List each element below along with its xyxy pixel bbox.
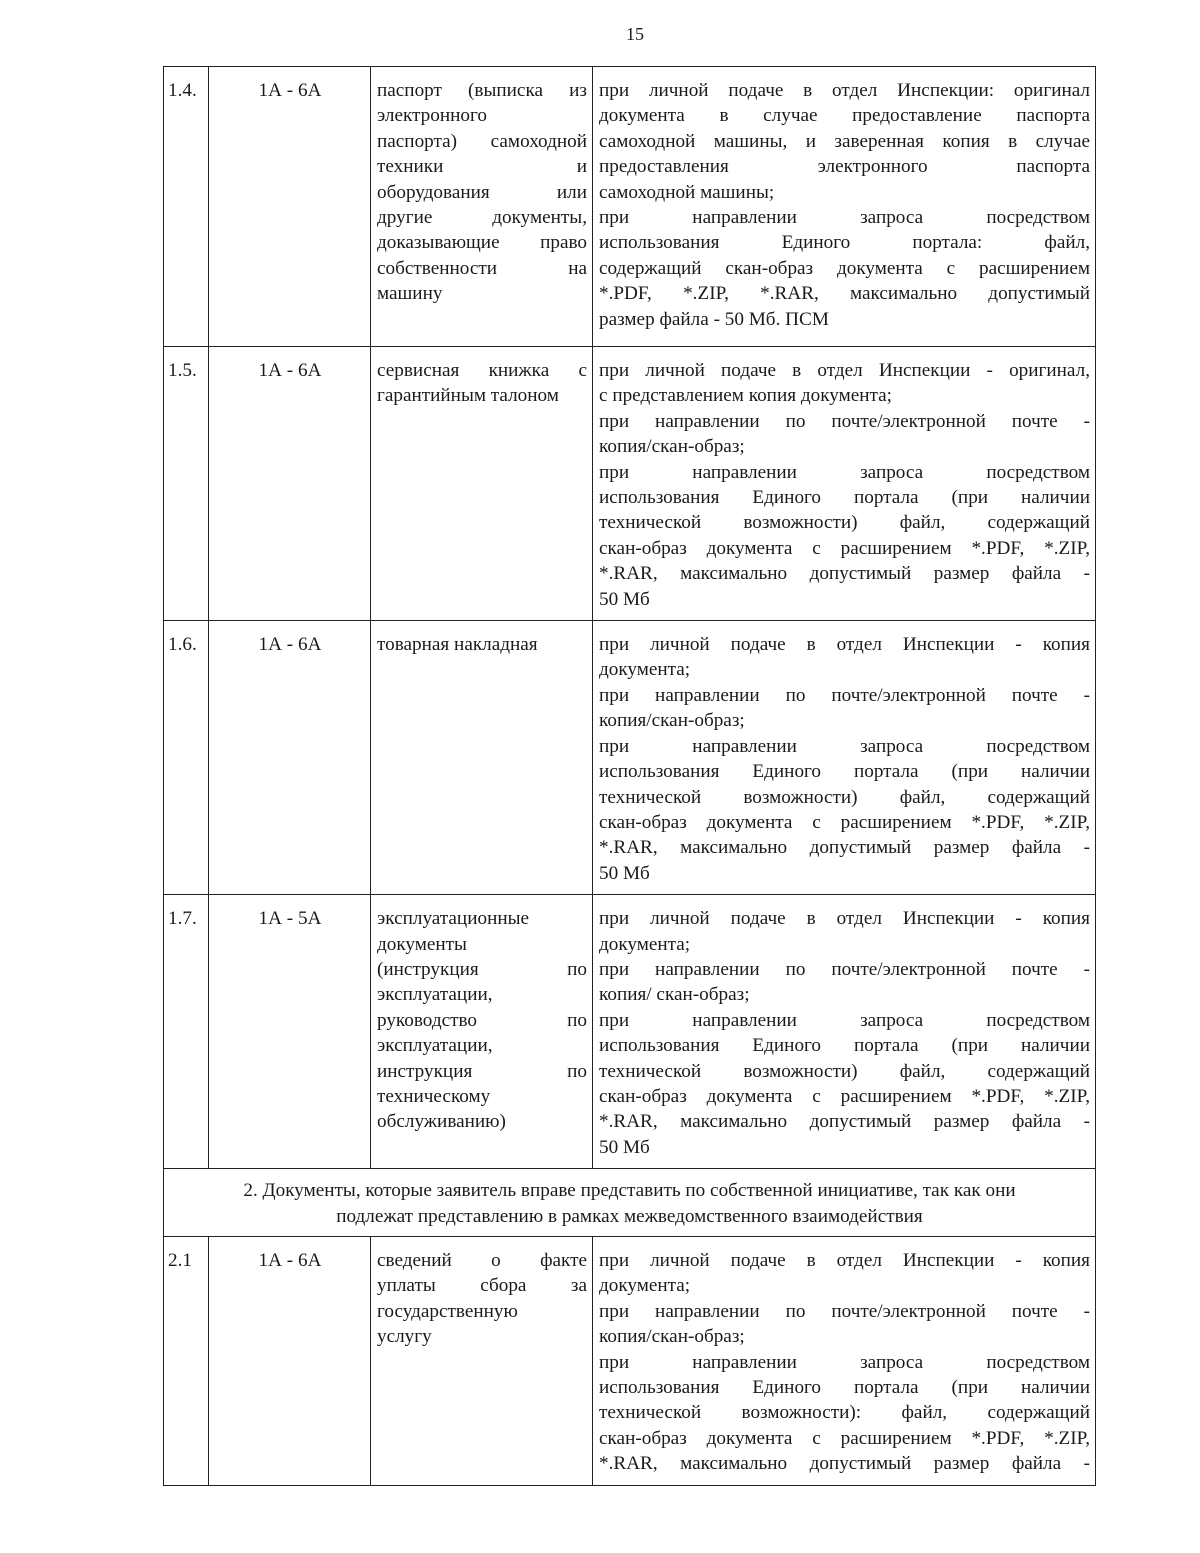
text-line: 50 Мб: [599, 1136, 650, 1158]
text-line: размер файла - 50 Мб. ПСМ: [599, 308, 829, 330]
document-name: [371, 347, 593, 621]
text-line: копия/скан-образ;: [599, 1326, 745, 1348]
text-line: паспорта) самоходной: [377, 130, 587, 152]
text-line: *.RAR, максимально допустимый размер файла -: [599, 1111, 1090, 1133]
text-line: 50 Мб: [599, 588, 650, 610]
text-line: скан-образ документа с расширением *.PDF, *.ZIP,: [599, 537, 1090, 559]
submission-method: [593, 67, 1096, 347]
text-line: машину: [377, 283, 443, 305]
text-line: при направлении запроса посредством: [599, 207, 1090, 229]
text-line: использования Единого портала (при наличии: [599, 487, 1090, 509]
text-line: при направлении запроса посредством: [599, 735, 1090, 757]
table-row: [164, 895, 1096, 1169]
text-line: собственности на: [377, 257, 587, 279]
text-line: *.RAR, максимально допустимый размер файла -: [599, 837, 1090, 859]
text-line: с представлением копия документа;: [599, 385, 892, 407]
text-line: скан-образ документа с расширением *.PDF, *.ZIP,: [599, 1085, 1090, 1107]
text-line: документа;: [599, 659, 691, 681]
row-number: 1.5.: [164, 347, 209, 621]
table-row: [164, 1237, 1096, 1486]
text-line: при личной подаче в отдел Инспекции - копия: [599, 634, 1090, 656]
text-line: *.PDF, *.ZIP, *.RAR, максимально допустимый: [599, 283, 1090, 305]
table-row: [164, 621, 1096, 895]
text-line: документа в случае предоставление паспорта: [599, 105, 1090, 127]
text-line: другие документы,: [377, 207, 587, 229]
text-line: копия/скан-образ;: [599, 710, 745, 732]
text-line: доказывающие право: [377, 232, 587, 254]
row-number: 1.6.: [164, 621, 209, 895]
text-line: при личной подаче в отдел Инспекции: оригинал: [599, 80, 1090, 101]
text-line: использования Единого портала (при наличии: [599, 1035, 1090, 1057]
text-line: документы: [377, 933, 467, 955]
text-line: эксплуатационные: [377, 908, 530, 930]
row-code: 1А - 6А: [209, 67, 371, 347]
text-line: обслуживанию): [377, 1111, 506, 1133]
text-line: техническому: [377, 1085, 491, 1107]
document-name: [371, 1237, 593, 1486]
text-line: уплаты сбора за: [377, 1275, 587, 1297]
text-line: скан-образ документа с расширением *.PDF, *.ZIP,: [599, 1427, 1090, 1449]
text-line: при личной подаче в отдел Инспекции - копия: [599, 908, 1090, 930]
table-row: [164, 347, 1096, 621]
table-row: [164, 67, 1096, 347]
text-line: документа;: [599, 1275, 691, 1297]
section-heading-line: 2. Документы, которые заявитель вправе представить по собственной инициативе, так как они: [243, 1180, 1016, 1202]
text-line: паспорт (выписка из: [377, 80, 587, 101]
row-number: 1.4.: [164, 67, 209, 347]
text-line: при направлении запроса посредством: [599, 1009, 1090, 1031]
text-line: электронного: [377, 105, 487, 127]
text-line: при направлении по почте/электронной почте -: [599, 958, 1090, 980]
submission-method: [593, 1237, 1096, 1486]
text-line: государственную: [377, 1300, 518, 1322]
row-code: 1А - 6А: [209, 1237, 371, 1486]
text-line: документа;: [599, 933, 691, 955]
text-line: эксплуатации,: [377, 984, 493, 1006]
text-line: при направлении по почте/электронной почте -: [599, 684, 1090, 706]
text-line: содержащий скан-образ документа с расширением: [599, 257, 1090, 279]
section-heading-line: подлежат представлению в рамках межведомственного взаимодействия: [336, 1205, 923, 1227]
text-line: использования Единого портала (при наличии: [599, 1377, 1090, 1399]
text-line: предоставления электронного паспорта: [599, 156, 1090, 178]
text-line: скан-образ документа с расширением *.PDF, *.ZIP,: [599, 811, 1090, 833]
row-number: 2.1: [164, 1237, 209, 1486]
submission-method: [593, 347, 1096, 621]
submission-method: [593, 895, 1096, 1169]
text-line: гарантийным талоном: [377, 385, 559, 407]
text-line: сведений о факте: [377, 1250, 587, 1271]
text-line: при направлении по почте/электронной почте -: [599, 1300, 1090, 1322]
text-line: технической возможности) файл, содержащий: [599, 512, 1090, 534]
row-code: 1А - 5А: [209, 895, 371, 1169]
text-line: (инструкция по: [377, 958, 587, 980]
document-name: [371, 67, 593, 347]
text-line: *.RAR, максимально допустимый размер файла -: [599, 563, 1090, 585]
text-line: технической возможности) файл, содержащий: [599, 786, 1090, 808]
text-line: при личной подаче в отдел Инспекции - копия: [599, 1250, 1090, 1271]
row-code: 1А - 6А: [209, 621, 371, 895]
text-line: самоходной машины, и заверенная копия в случае: [599, 130, 1090, 152]
text-line: технической возможности): файл, содержащий: [599, 1402, 1090, 1424]
text-line: использования Единого портала (при наличии: [599, 761, 1090, 783]
text-line: техники и: [377, 156, 587, 178]
text-line: использования Единого портала: файл,: [599, 232, 1090, 254]
section-heading-row: [164, 1169, 1096, 1237]
text-line: оборудования или: [377, 181, 587, 203]
submission-method: [593, 621, 1096, 895]
text-line: копия/скан-образ;: [599, 436, 745, 458]
document-name: [371, 895, 593, 1169]
text-line: при направлении по почте/электронной почте -: [599, 410, 1090, 432]
text-line: самоходной машины;: [599, 181, 775, 203]
text-line: при направлении запроса посредством: [599, 461, 1090, 483]
row-number: 1.7.: [164, 895, 209, 1169]
row-code: 1А - 6А: [209, 347, 371, 621]
document-name: [371, 621, 593, 895]
text-line: *.RAR, максимально допустимый размер файла -: [599, 1453, 1090, 1475]
text-line: эксплуатации,: [377, 1035, 493, 1057]
text-line: товарная накладная: [377, 634, 538, 656]
text-line: руководство по: [377, 1009, 587, 1031]
text-line: технической возможности) файл, содержащий: [599, 1060, 1090, 1082]
documents-table: [163, 66, 1096, 1486]
text-line: инструкция по: [377, 1060, 587, 1082]
text-line: при личной подаче в отдел Инспекции - оригинал,: [599, 360, 1090, 381]
section-2-heading: [164, 1169, 1096, 1237]
text-line: услугу: [377, 1326, 432, 1348]
text-line: 50 Мб: [599, 862, 650, 884]
text-line: копия/ скан-образ;: [599, 984, 750, 1006]
text-line: при направлении запроса посредством: [599, 1351, 1090, 1373]
page-number: 15: [626, 24, 644, 44]
text-line: сервисная книжка с: [377, 360, 587, 381]
